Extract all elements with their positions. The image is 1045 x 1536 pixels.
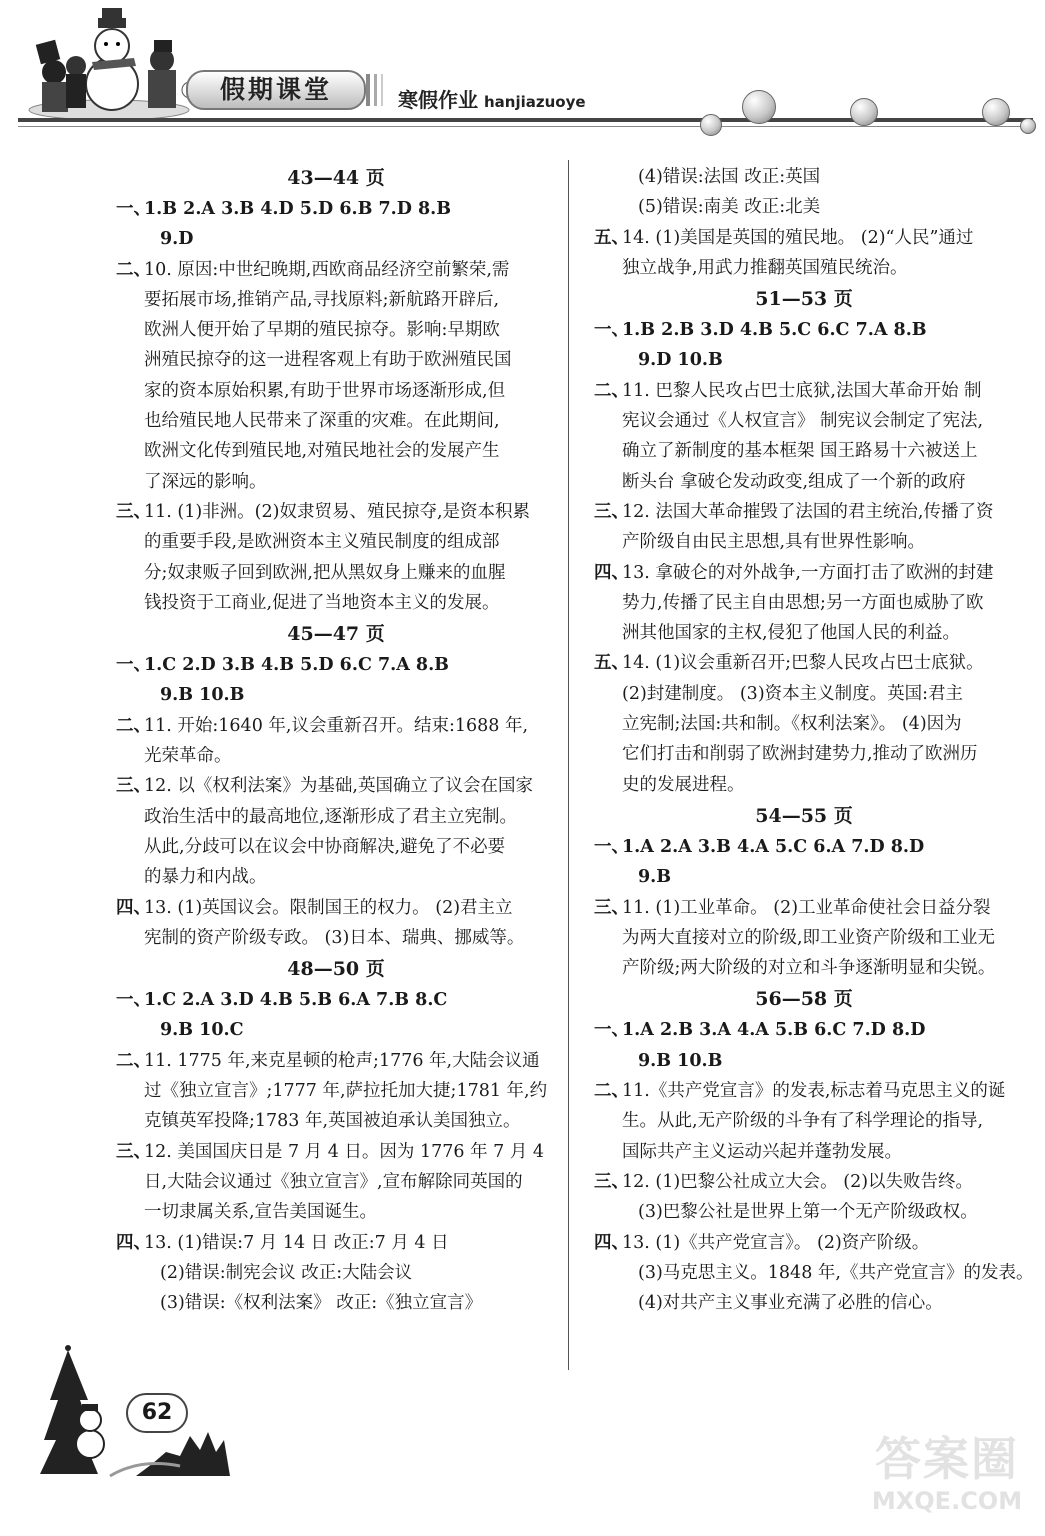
- answer-line: 11. 巴黎人民攻占巴士底狱,法国大革命开始 制: [622, 380, 982, 401]
- item-number: 二、: [594, 1081, 629, 1102]
- answer-item: [594, 832, 1014, 893]
- answer-line: 洲其他国家的主权,侵犯了他国人民的利益。: [622, 623, 961, 644]
- answer-line: (4)错误:法国 改正:英国: [638, 167, 821, 187]
- answer-line: 的重要手段,是欧洲资本主义殖民制度的组成部: [144, 532, 500, 553]
- answer-line: 13. 拿破仑的对外战争,一方面打击了欧洲的封建: [622, 562, 994, 583]
- item-number: 一、: [116, 990, 151, 1011]
- answer-line: 13. (1)《共产党宣言》。 (2)资产阶级。: [622, 1232, 930, 1253]
- answer-item: [116, 1137, 556, 1228]
- answer-line: 1.C 2.D 3.B 4.B 5.D 6.C 7.A 8.B: [144, 655, 449, 676]
- section-title: 48—50 页: [287, 958, 385, 981]
- answer-item: [594, 315, 1014, 376]
- item-number: 二、: [116, 1050, 151, 1071]
- answer-item: [116, 194, 556, 255]
- answer-line: 一切隶属关系,宣告美国诞生。: [144, 1202, 378, 1223]
- answer-line: 12. (1)巴黎公社成立大会。 (2)以失败告终。: [622, 1171, 974, 1192]
- answer-line: 国际共产主义运动兴起并蓬勃发展。: [622, 1141, 902, 1162]
- item-number: 五、: [594, 227, 629, 248]
- section-title: 45—47 页: [287, 623, 385, 646]
- header-rule-thin: [18, 126, 1033, 127]
- answer-line: (3)马克思主义。1848 年,《共产党宣言》的发表。: [638, 1262, 1034, 1283]
- answer-line: 1.A 2.A 3.B 4.A 5.C 6.A 7.D 8.D: [622, 836, 925, 857]
- answer-line: 要拓展市场,推销产品,寻找原料;新航路开辟后,: [144, 289, 500, 310]
- answer-item: [116, 650, 556, 711]
- section-title: 54—55 页: [755, 804, 853, 827]
- subtitle-pinyin: hanjiazuoye: [484, 93, 586, 111]
- answer-line: 13. (1)错误:7 月 14 日 改正:7 月 4 日: [144, 1232, 449, 1253]
- answer-item: [116, 711, 556, 772]
- answer-item: [594, 893, 1014, 984]
- item-number: 一、: [116, 199, 151, 219]
- answer-item: [594, 558, 1014, 649]
- subtitle-text: 寒假作业: [398, 88, 478, 112]
- ornament-ball-icon: [982, 98, 1010, 126]
- answer-item: [116, 497, 556, 618]
- answer-line: (2)封建制度。 (3)资本主义制度。英国:君主: [622, 683, 964, 704]
- answer-item: [594, 1228, 1034, 1319]
- answer-line: 分;奴隶贩子回到欧洲,把从黑奴身上赚来的血腥: [144, 562, 506, 583]
- section-title: 51—53 页: [755, 288, 853, 311]
- answer-line: 史的发展进程。: [622, 774, 745, 795]
- answer-line: (4)对共产主义事业充满了必胜的信心。: [638, 1293, 943, 1314]
- answer-line: 9.D 10.B: [638, 350, 723, 371]
- answer-line: 它们打击和削弱了欧洲封建势力,推动了欧洲历: [622, 744, 978, 765]
- answer-line: 也给殖民地人民带来了深重的灾难。在此期间,: [144, 411, 500, 432]
- item-number: 三、: [116, 1141, 151, 1162]
- item-number: 一、: [594, 1020, 629, 1041]
- item-number: 四、: [116, 897, 151, 918]
- answer-line: 9.B 10.C: [160, 1020, 244, 1041]
- item-number: 二、: [116, 259, 151, 280]
- answer-line: 家的资本原始积累,有助于世界市场逐渐形成,但: [144, 380, 506, 401]
- ribbon-divider: [364, 72, 394, 108]
- answer-line: 9.B 10.B: [638, 1050, 723, 1071]
- answer-line: 1.B 2.A 3.B 4.D 5.D 6.B 7.D 8.B: [144, 199, 452, 219]
- answer-line: 9.D: [160, 229, 194, 250]
- answer-line: (3)巴黎公社是世界上第一个无产阶级政权。: [638, 1202, 978, 1223]
- banner-title: 假期课堂: [186, 70, 366, 110]
- answer-line: 过《独立宣言》;1777 年,萨拉托加大捷;1781 年,约: [144, 1081, 548, 1102]
- answer-line: 1.C 2.A 3.D 4.B 5.B 6.A 7.B 8.C: [144, 990, 448, 1011]
- item-number: 一、: [594, 320, 629, 341]
- answer-line: 生。从此,无产阶级的斗争有了科学理论的指导,: [622, 1111, 984, 1132]
- ornament-ball-icon: [700, 114, 722, 136]
- page-header: [0, 0, 1045, 150]
- answer-item: [594, 1167, 1014, 1228]
- item-number: 三、: [116, 501, 151, 522]
- answer-line: 13. (1)英国议会。限制国王的权力。 (2)君主立: [144, 897, 513, 918]
- item-number: 三、: [594, 1171, 629, 1192]
- ornament-ball-icon: [850, 98, 878, 126]
- item-number: 五、: [594, 653, 629, 674]
- left-column: [116, 162, 556, 1318]
- answer-item: [116, 893, 556, 954]
- answer-line: 11. (1)非洲。(2)奴隶贸易、殖民掠夺,是资本积累: [144, 501, 531, 522]
- answer-line: 从此,分歧可以在议会中协商解决,避免了不必要: [144, 836, 506, 857]
- answer-line: 为两大直接对立的阶级,即工业资产阶级和工业无: [622, 927, 996, 948]
- answer-item: [116, 255, 556, 497]
- answer-line: 钱投资于工商业,促进了当地资本主义的发展。: [144, 592, 500, 613]
- answer-line: 了深远的影响。: [144, 471, 267, 492]
- item-number: 四、: [594, 562, 629, 583]
- answer-line: 1.A 2.B 3.A 4.A 5.B 6.C 7.D 8.D: [622, 1020, 926, 1041]
- item-number: 四、: [594, 1232, 629, 1253]
- right-column: [594, 162, 1034, 1318]
- answer-item: [594, 223, 1014, 284]
- answer-line: 10. 原因:中世纪晚期,西欧商品经济空前繁荣,需: [144, 259, 510, 280]
- answer-line: 欧洲文化传到殖民地,对殖民地社会的发展产生: [144, 441, 500, 462]
- answer-item: [116, 1046, 556, 1137]
- answer-line: 的暴力和内战。: [144, 867, 267, 888]
- answer-line: 产阶级自由民主思想,具有世界性影响。: [622, 532, 926, 553]
- answer-item: [594, 1015, 1014, 1076]
- ornament-ball-icon: [742, 90, 776, 124]
- item-number: 四、: [116, 1232, 151, 1253]
- item-number: 一、: [594, 836, 629, 857]
- answer-item: [116, 771, 556, 892]
- item-number: 二、: [116, 715, 151, 736]
- watermark-url: MXQE.COM: [871, 1487, 1023, 1515]
- answer-line: (3)错误:《权利法案》 改正:《独立宣言》: [160, 1293, 483, 1314]
- answer-line: 独立战争,用武力推翻英国殖民统治。: [622, 257, 908, 278]
- answer-item: [116, 985, 556, 1046]
- answer-line: 9.B: [638, 867, 672, 888]
- watermark-logo: [862, 1432, 1032, 1528]
- answer-item: [594, 1076, 1014, 1167]
- answer-line: (2)错误:制宪会议 改正:大陆会议: [160, 1262, 413, 1283]
- answer-line: 12. 以《权利法案》为基础,英国确立了议会在国家: [144, 776, 533, 797]
- page-number: 62: [126, 1393, 188, 1433]
- answer-line: 11.《共产党宣言》的发表,标志着马克思主义的诞: [622, 1081, 1006, 1102]
- answer-line: 欧洲人便开始了早期的殖民掠夺。影响:早期欧: [144, 320, 500, 341]
- item-number: 三、: [116, 776, 151, 797]
- snowman-kids-illustration: [14, 6, 204, 126]
- answer-item: [594, 376, 1014, 497]
- answer-line: 11. 1775 年,来克星顿的枪声;1776 年,大陆会议通: [144, 1050, 540, 1071]
- item-number: 三、: [594, 897, 629, 918]
- answer-line: 11. (1)工业革命。 (2)工业革命使社会日益分裂: [622, 897, 991, 918]
- answer-line: 断头台 拿破仑发动政变,组成了一个新的政府: [622, 471, 966, 492]
- answer-line: 产阶级;两大阶级的对立和斗争逐渐明显和尖锐。: [622, 958, 996, 979]
- answer-line: 政治生活中的最高地位,逐渐形成了君主立宪制。: [144, 806, 518, 827]
- answer-line: 确立了新制度的基本框架 国王路易十六被送上: [622, 441, 978, 462]
- column-divider: [568, 160, 569, 1370]
- answer-item: [594, 497, 1014, 558]
- answer-item: [594, 162, 1014, 223]
- answer-line: 11. 开始:1640 年,议会重新召开。结束:1688 年,: [144, 715, 529, 736]
- answer-line: 14. (1)议会重新召开;巴黎人民攻占巴士底狱。: [622, 653, 984, 674]
- answer-line: 宪制的资产阶级专政。 (3)日本、瑞典、挪威等。: [144, 927, 525, 948]
- answer-line: 势力,传播了民主自由思想;另一方面也威胁了欧: [622, 592, 984, 613]
- answer-line: 日,大陆会议通过《独立宣言》,宣布解除同英国的: [144, 1171, 523, 1192]
- item-number: 三、: [594, 501, 629, 522]
- answer-line: 立宪制;法国:共和制。《权利法案》。 (4)因为: [622, 714, 962, 735]
- answer-line: 宪议会通过《人权宣言》 制宪议会制定了宪法,: [622, 411, 984, 432]
- answer-item: [116, 1228, 556, 1319]
- ornament-ball-icon: [1020, 118, 1036, 134]
- answer-line: 光荣革命。: [144, 746, 232, 767]
- banner-subtitle: [398, 84, 586, 113]
- item-number: 二、: [594, 380, 629, 401]
- answer-line: 9.B 10.B: [160, 685, 245, 706]
- section-title: 56—58 页: [755, 988, 853, 1011]
- item-number: 一、: [116, 655, 151, 676]
- answer-line: 克镇英军投降;1783 年,英国被迫承认美国独立。: [144, 1111, 521, 1132]
- answer-line: (5)错误:南美 改正:北美: [638, 197, 821, 218]
- answer-line: 12. 美国国庆日是 7 月 4 日。因为 1776 年 7 月 4: [144, 1141, 545, 1162]
- watermark-text: 答案圈: [875, 1432, 1019, 1486]
- answer-line: 1.B 2.B 3.D 4.B 5.C 6.C 7.A 8.B: [622, 320, 927, 341]
- section-title: 43—44 页: [287, 167, 385, 189]
- answer-line: 14. (1)美国是英国的殖民地。 (2)“人民”通过: [622, 227, 974, 248]
- answer-item: [594, 648, 1014, 799]
- answer-line: 12. 法国大革命摧毁了法国的君主统治,传播了资: [622, 501, 994, 522]
- answer-line: 洲殖民掠夺的这一进程客观上有助于欧洲殖民国: [144, 350, 512, 371]
- header-rule: [18, 118, 1033, 122]
